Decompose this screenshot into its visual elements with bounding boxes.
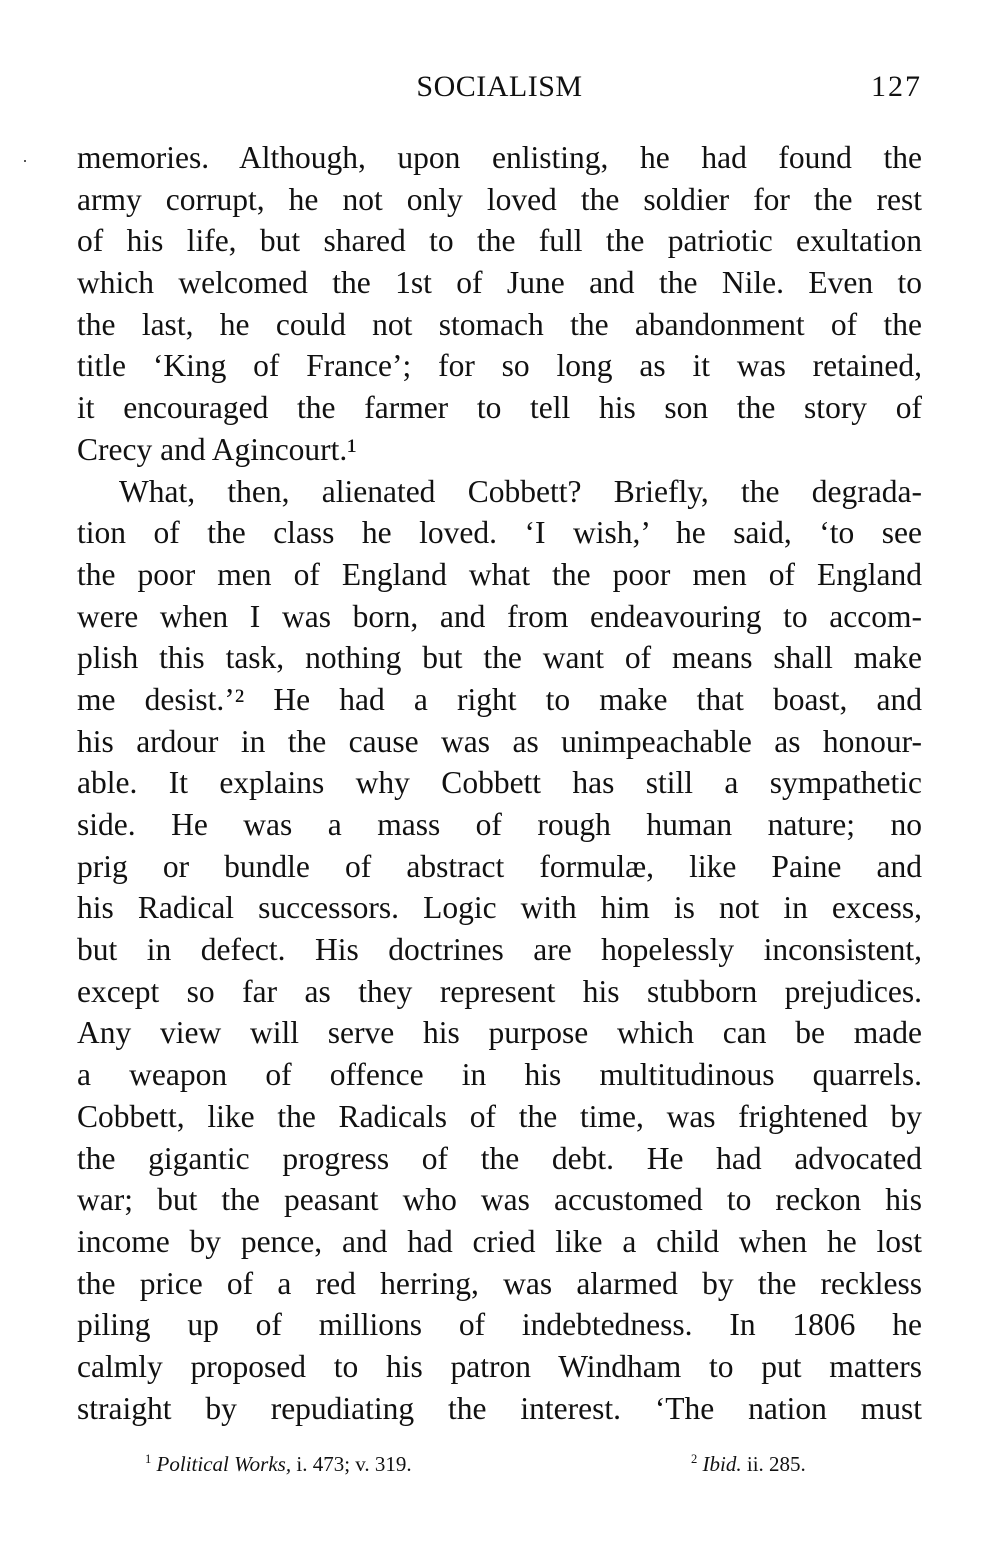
text-line: Crecy and Agincourt.¹	[77, 431, 357, 467]
footnote-title: Ibid.	[702, 1452, 742, 1476]
text-line: title ‘King of France’; for so long as it was retained,	[77, 348, 922, 384]
text-line: tion of the class he loved. ‘I wish,’ he said, ‘to see	[77, 515, 922, 551]
text-line: except so far as they represent his stubborn prejudices.	[77, 973, 922, 1009]
text-line: the poor men of England what the poor men of England	[77, 556, 922, 592]
footnote-1	[145, 1452, 412, 1477]
text-line: a weapon of offence in his multitudinous quarrels.	[77, 1057, 922, 1093]
text-line: army corrupt, he not only loved the soldier for the rest	[77, 181, 922, 217]
footnote-mark: 2	[691, 1452, 698, 1466]
running-title: SOCIALISM	[416, 70, 583, 103]
text-line: Cobbett, like the Radicals of the time, was frightened by	[77, 1098, 922, 1134]
text-line: Any view will serve his purpose which can be made	[77, 1015, 922, 1051]
text-line: able. It explains why Cobbett has still a sympathetic	[77, 765, 922, 801]
text-line: plish this task, nothing but the want of means shall make	[77, 640, 922, 676]
text-line: me desist.’² He had a right to make that boast, and	[77, 681, 922, 717]
text-line: straight by repudiating the interest. ‘The nation must	[77, 1390, 922, 1426]
text-line: his Radical successors. Logic with him is not in excess,	[77, 890, 922, 926]
text-line: it encouraged the farmer to tell his son the story of	[77, 390, 922, 426]
text-line: income by pence, and had cried like a child when he lost	[77, 1223, 922, 1259]
text-line: were when I was born, and from endeavouring to accom-	[77, 598, 922, 634]
page-number: 127	[871, 70, 922, 103]
text-line: the price of a red herring, was alarmed by the reckless	[77, 1265, 922, 1301]
scan-speck	[24, 160, 26, 162]
text-line: piling up of millions of indebtedness. In 1806 he	[77, 1307, 922, 1343]
footnote-2	[691, 1452, 806, 1477]
text-line: his ardour in the cause was as unimpeachable as honour-	[77, 723, 922, 759]
text-line: the gigantic progress of the debt. He had advocated	[77, 1140, 922, 1176]
text-line: memories. Although, upon enlisting, he had found the	[77, 140, 922, 175]
text-line: prig or bundle of abstract formulæ, like Paine and	[77, 848, 922, 884]
footnote-ref: ii. 285.	[741, 1452, 806, 1476]
text-line: of his life, but shared to the full the patriotic exultation	[77, 223, 922, 259]
text-line: side. He was a mass of rough human nature; no	[77, 807, 922, 842]
text-line: but in defect. His doctrines are hopelessly inconsistent,	[77, 932, 922, 968]
footnote-ref: i. 473; v. 319.	[291, 1452, 412, 1476]
text-line: which welcomed the 1st of June and the Nile. Even to	[77, 265, 922, 301]
body-text	[77, 137, 922, 1429]
text-line: war; but the peasant who was accustomed to reckon his	[77, 1182, 922, 1218]
running-header	[77, 70, 922, 110]
text-line: the last, he could not stomach the abandonment of the	[77, 306, 922, 342]
footnote-title: Political Works,	[156, 1452, 292, 1476]
text-line: What, then, alienated Cobbett? Briefly, the degrada-	[119, 473, 922, 509]
text-line: calmly proposed to his patron Windham to put matters	[77, 1348, 922, 1384]
footnote-mark: 1	[145, 1452, 152, 1466]
